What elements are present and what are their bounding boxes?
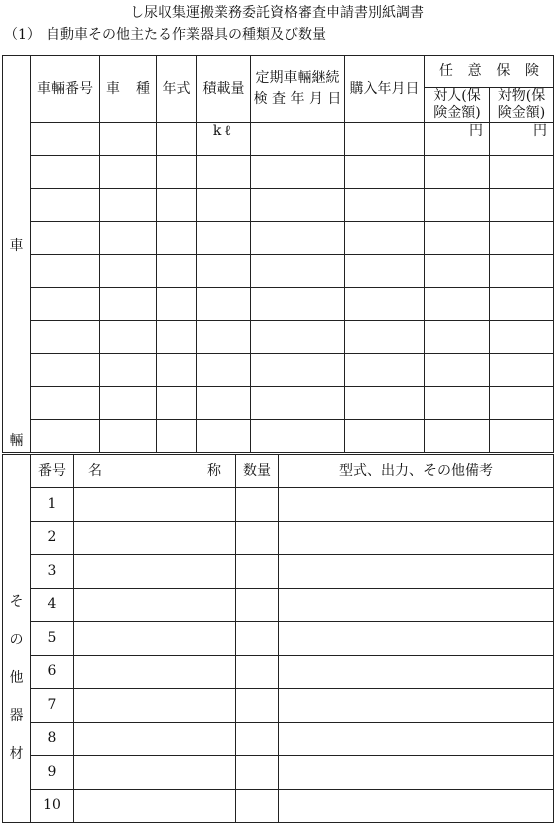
vehicle-cell-purchase-date[interactable] — [345, 387, 425, 420]
equipment-row — [3, 622, 554, 656]
equipment-side-label-char: の — [9, 632, 24, 648]
equipment-number: 10 — [31, 789, 74, 823]
vehicle-cell-purchase-date[interactable] — [345, 189, 425, 222]
vehicle-cell-model-year[interactable] — [157, 321, 197, 354]
vehicle-cell-vehicle-type[interactable] — [100, 387, 157, 420]
header-property-insurance — [490, 88, 554, 123]
header-model-year: 年式 — [157, 56, 197, 123]
equipment-side-label-char: 器 — [9, 708, 24, 724]
vehicle-cell-bodily-insurance[interactable] — [425, 255, 490, 288]
header-insurance-char: 任 — [439, 63, 453, 79]
equipment-remarks[interactable] — [279, 622, 554, 656]
vehicle-cell-load-capacity[interactable]: kℓ — [197, 123, 251, 156]
vehicle-cell-vehicle-type[interactable] — [100, 123, 157, 156]
vehicle-cell-vehicle-type[interactable] — [100, 354, 157, 387]
vehicle-cell-bodily-insurance[interactable] — [425, 156, 490, 189]
vehicle-cell-purchase-date[interactable] — [345, 123, 425, 156]
equipment-quantity[interactable] — [236, 689, 279, 723]
vehicle-cell-vehicle-type[interactable] — [100, 255, 157, 288]
equipment-quantity[interactable] — [236, 789, 279, 823]
vehicle-cell-vehicle-type[interactable] — [100, 156, 157, 189]
vehicle-cell-bodily-insurance[interactable] — [425, 420, 490, 453]
vehicle-side-label-bottom: 輛 — [9, 433, 24, 449]
equipment-number: 4 — [31, 588, 74, 622]
equipment-row — [3, 521, 554, 555]
equipment-side-label-char: 他 — [9, 670, 24, 686]
header-remarks: 型式、出力、その他備考 — [279, 455, 554, 488]
vehicle-cell-bodily-insurance[interactable]: 円 — [425, 123, 490, 156]
vehicle-cell-model-year[interactable] — [157, 354, 197, 387]
equipment-remarks[interactable] — [279, 756, 554, 790]
equipment-number: 6 — [31, 655, 74, 689]
equipment-remarks[interactable] — [279, 521, 554, 555]
vehicle-cell-bodily-insurance[interactable] — [425, 387, 490, 420]
vehicle-cell-plate-number[interactable] — [31, 156, 100, 189]
vehicle-cell-vehicle-type[interactable] — [100, 420, 157, 453]
header-quantity: 数量 — [236, 455, 279, 488]
equipment-remarks[interactable] — [279, 555, 554, 589]
equipment-row — [3, 789, 554, 823]
header-inspection-date — [251, 56, 345, 123]
vehicle-cell-property-insurance[interactable] — [490, 420, 554, 453]
equipment-name[interactable] — [74, 488, 236, 522]
vehicle-cell-load-capacity[interactable] — [197, 189, 251, 222]
vehicle-cell-property-insurance[interactable] — [490, 387, 554, 420]
equipment-name[interactable] — [74, 655, 236, 689]
vehicle-cell-vehicle-type[interactable] — [100, 189, 157, 222]
vehicle-cell-purchase-date[interactable] — [345, 255, 425, 288]
header-bodily-insurance — [425, 88, 490, 123]
header-inspection-line1: 定期車輛継続 — [255, 70, 340, 86]
equipment-row — [3, 588, 554, 622]
header-property-line2: 険金額) — [497, 105, 546, 121]
vehicle-side-label-top: 車 — [9, 238, 24, 254]
equipment-name[interactable] — [74, 622, 236, 656]
equipment-number: 8 — [31, 722, 74, 756]
vehicle-row — [3, 321, 554, 354]
vehicle-cell-model-year[interactable] — [157, 123, 197, 156]
vehicle-cell-plate-number[interactable] — [31, 288, 100, 321]
equipment-table — [2, 454, 554, 823]
header-bodily-line2: 険金額) — [433, 105, 481, 121]
vehicle-cell-inspection-date[interactable] — [251, 288, 345, 321]
header-name-b: 称 — [207, 462, 221, 479]
vehicle-row — [3, 387, 554, 420]
equipment-remarks[interactable] — [279, 689, 554, 723]
vehicle-cell-property-insurance[interactable] — [490, 288, 554, 321]
vehicle-cell-property-insurance[interactable] — [490, 189, 554, 222]
vehicle-side-label — [3, 56, 31, 453]
header-insurance-char: 険 — [524, 63, 539, 79]
equipment-quantity[interactable] — [236, 622, 279, 656]
vehicle-cell-load-capacity[interactable] — [197, 420, 251, 453]
equipment-number: 7 — [31, 689, 74, 723]
header-purchase-date: 購入年月日 — [345, 56, 425, 123]
header-load-capacity: 積載量 — [197, 56, 251, 123]
vehicle-cell-inspection-date[interactable] — [251, 321, 345, 354]
equipment-number: 1 — [31, 488, 74, 522]
header-vehicle-type-a: 車 — [106, 80, 120, 97]
vehicle-cell-property-insurance[interactable] — [490, 222, 554, 255]
equipment-quantity[interactable] — [236, 588, 279, 622]
header-plate-number: 車輛番号 — [31, 56, 100, 123]
header-property-line1: 対物(保 — [497, 88, 546, 104]
equipment-side-label-char: そ — [9, 594, 24, 610]
vehicle-row — [3, 420, 554, 453]
equipment-row — [3, 488, 554, 522]
vehicle-cell-model-year[interactable] — [157, 189, 197, 222]
vehicle-cell-purchase-date[interactable] — [345, 354, 425, 387]
equipment-remarks[interactable] — [279, 722, 554, 756]
equipment-row — [3, 555, 554, 589]
vehicle-cell-inspection-date[interactable] — [251, 156, 345, 189]
equipment-row — [3, 689, 554, 723]
vehicle-cell-model-year[interactable] — [157, 255, 197, 288]
vehicle-table — [2, 55, 554, 453]
section-heading — [4, 26, 326, 44]
header-name — [74, 455, 236, 488]
equipment-row — [3, 722, 554, 756]
vehicle-cell-property-insurance[interactable] — [490, 156, 554, 189]
vehicle-cell-load-capacity[interactable] — [197, 387, 251, 420]
equipment-side-label-char: 材 — [9, 746, 24, 762]
vehicle-cell-load-capacity[interactable] — [197, 354, 251, 387]
equipment-name[interactable] — [74, 588, 236, 622]
header-name-a: 名 — [88, 462, 102, 479]
vehicle-row — [3, 189, 554, 222]
vehicle-cell-plate-number[interactable] — [31, 420, 100, 453]
vehicle-cell-plate-number[interactable] — [31, 354, 100, 387]
equipment-name[interactable] — [74, 689, 236, 723]
vehicle-cell-property-insurance[interactable]: 円 — [490, 123, 554, 156]
vehicle-row — [3, 156, 554, 189]
vehicle-cell-model-year[interactable] — [157, 156, 197, 189]
vehicle-row — [3, 354, 554, 387]
equipment-remarks[interactable] — [279, 588, 554, 622]
equipment-quantity[interactable] — [236, 555, 279, 589]
vehicle-cell-bodily-insurance[interactable] — [425, 354, 490, 387]
vehicle-cell-inspection-date[interactable] — [251, 354, 345, 387]
document-title: し尿収集運搬業務委託資格審査申請書別紙調書 — [130, 5, 424, 21]
vehicle-cell-inspection-date[interactable] — [251, 222, 345, 255]
equipment-row — [3, 655, 554, 689]
vehicle-cell-load-capacity[interactable] — [197, 222, 251, 255]
vehicle-cell-load-capacity[interactable] — [197, 255, 251, 288]
vehicle-cell-plate-number[interactable] — [31, 222, 100, 255]
equipment-remarks[interactable] — [279, 655, 554, 689]
equipment-number: 9 — [31, 756, 74, 790]
vehicle-cell-model-year[interactable] — [157, 420, 197, 453]
equipment-row — [3, 756, 554, 790]
equipment-quantity[interactable] — [236, 722, 279, 756]
vehicle-cell-plate-number[interactable] — [31, 123, 100, 156]
vehicle-cell-purchase-date[interactable] — [345, 420, 425, 453]
vehicle-cell-load-capacity[interactable] — [197, 156, 251, 189]
vehicle-cell-purchase-date[interactable] — [345, 321, 425, 354]
header-inspection-line2: 検 査 年 月 日 — [253, 91, 342, 107]
equipment-number: 2 — [31, 521, 74, 555]
vehicle-cell-inspection-date[interactable] — [251, 189, 345, 222]
equipment-name[interactable] — [74, 756, 236, 790]
vehicle-cell-bodily-insurance[interactable] — [425, 288, 490, 321]
vehicle-cell-plate-number[interactable] — [31, 189, 100, 222]
vehicle-cell-bodily-insurance[interactable] — [425, 321, 490, 354]
vehicle-cell-purchase-date[interactable] — [345, 222, 425, 255]
vehicle-cell-purchase-date[interactable] — [345, 288, 425, 321]
vehicle-cell-plate-number[interactable] — [31, 255, 100, 288]
vehicle-cell-bodily-insurance[interactable] — [425, 222, 490, 255]
section-title: 自動車その他主たる作業器具の種類及び数量 — [46, 27, 326, 43]
vehicle-cell-model-year[interactable] — [157, 222, 197, 255]
header-insurance-char: 保 — [496, 63, 511, 79]
header-number: 番号 — [31, 455, 74, 488]
vehicle-cell-property-insurance[interactable] — [490, 354, 554, 387]
vehicle-row — [3, 222, 554, 255]
equipment-name[interactable] — [74, 722, 236, 756]
vehicle-cell-inspection-date[interactable] — [251, 420, 345, 453]
section-number: （1） — [4, 27, 41, 43]
equipment-name[interactable] — [74, 789, 236, 823]
vehicle-cell-property-insurance[interactable] — [490, 255, 554, 288]
equipment-quantity[interactable] — [236, 488, 279, 522]
vehicle-cell-model-year[interactable] — [157, 387, 197, 420]
equipment-remarks[interactable] — [279, 789, 554, 823]
equipment-remarks[interactable] — [279, 488, 554, 522]
vehicle-cell-inspection-date[interactable] — [251, 123, 345, 156]
equipment-quantity[interactable] — [236, 521, 279, 555]
vehicle-cell-vehicle-type[interactable] — [100, 321, 157, 354]
header-vehicle-type-b: 種 — [136, 80, 150, 97]
header-bodily-line1: 対人(保 — [433, 88, 481, 104]
equipment-name[interactable] — [74, 521, 236, 555]
vehicle-cell-vehicle-type[interactable] — [100, 222, 157, 255]
vehicle-cell-inspection-date[interactable] — [251, 387, 345, 420]
vehicle-cell-purchase-date[interactable] — [345, 156, 425, 189]
equipment-quantity[interactable] — [236, 655, 279, 689]
vehicle-cell-bodily-insurance[interactable] — [425, 189, 490, 222]
vehicle-cell-inspection-date[interactable] — [251, 255, 345, 288]
vehicle-cell-plate-number[interactable] — [31, 387, 100, 420]
vehicle-cell-property-insurance[interactable] — [490, 321, 554, 354]
vehicle-row — [3, 288, 554, 321]
header-vehicle-type — [100, 56, 157, 123]
header-insurance — [425, 56, 554, 88]
vehicle-cell-load-capacity[interactable] — [197, 321, 251, 354]
equipment-name[interactable] — [74, 555, 236, 589]
header-insurance-char: 意 — [467, 63, 482, 79]
equipment-number: 3 — [31, 555, 74, 589]
vehicle-cell-model-year[interactable] — [157, 288, 197, 321]
vehicle-row — [3, 255, 554, 288]
equipment-side-label — [3, 455, 31, 823]
vehicle-cell-load-capacity[interactable] — [197, 288, 251, 321]
equipment-quantity[interactable] — [236, 756, 279, 790]
vehicle-cell-vehicle-type[interactable] — [100, 288, 157, 321]
vehicle-cell-plate-number[interactable] — [31, 321, 100, 354]
vehicle-row — [3, 123, 554, 156]
equipment-number: 5 — [31, 622, 74, 656]
